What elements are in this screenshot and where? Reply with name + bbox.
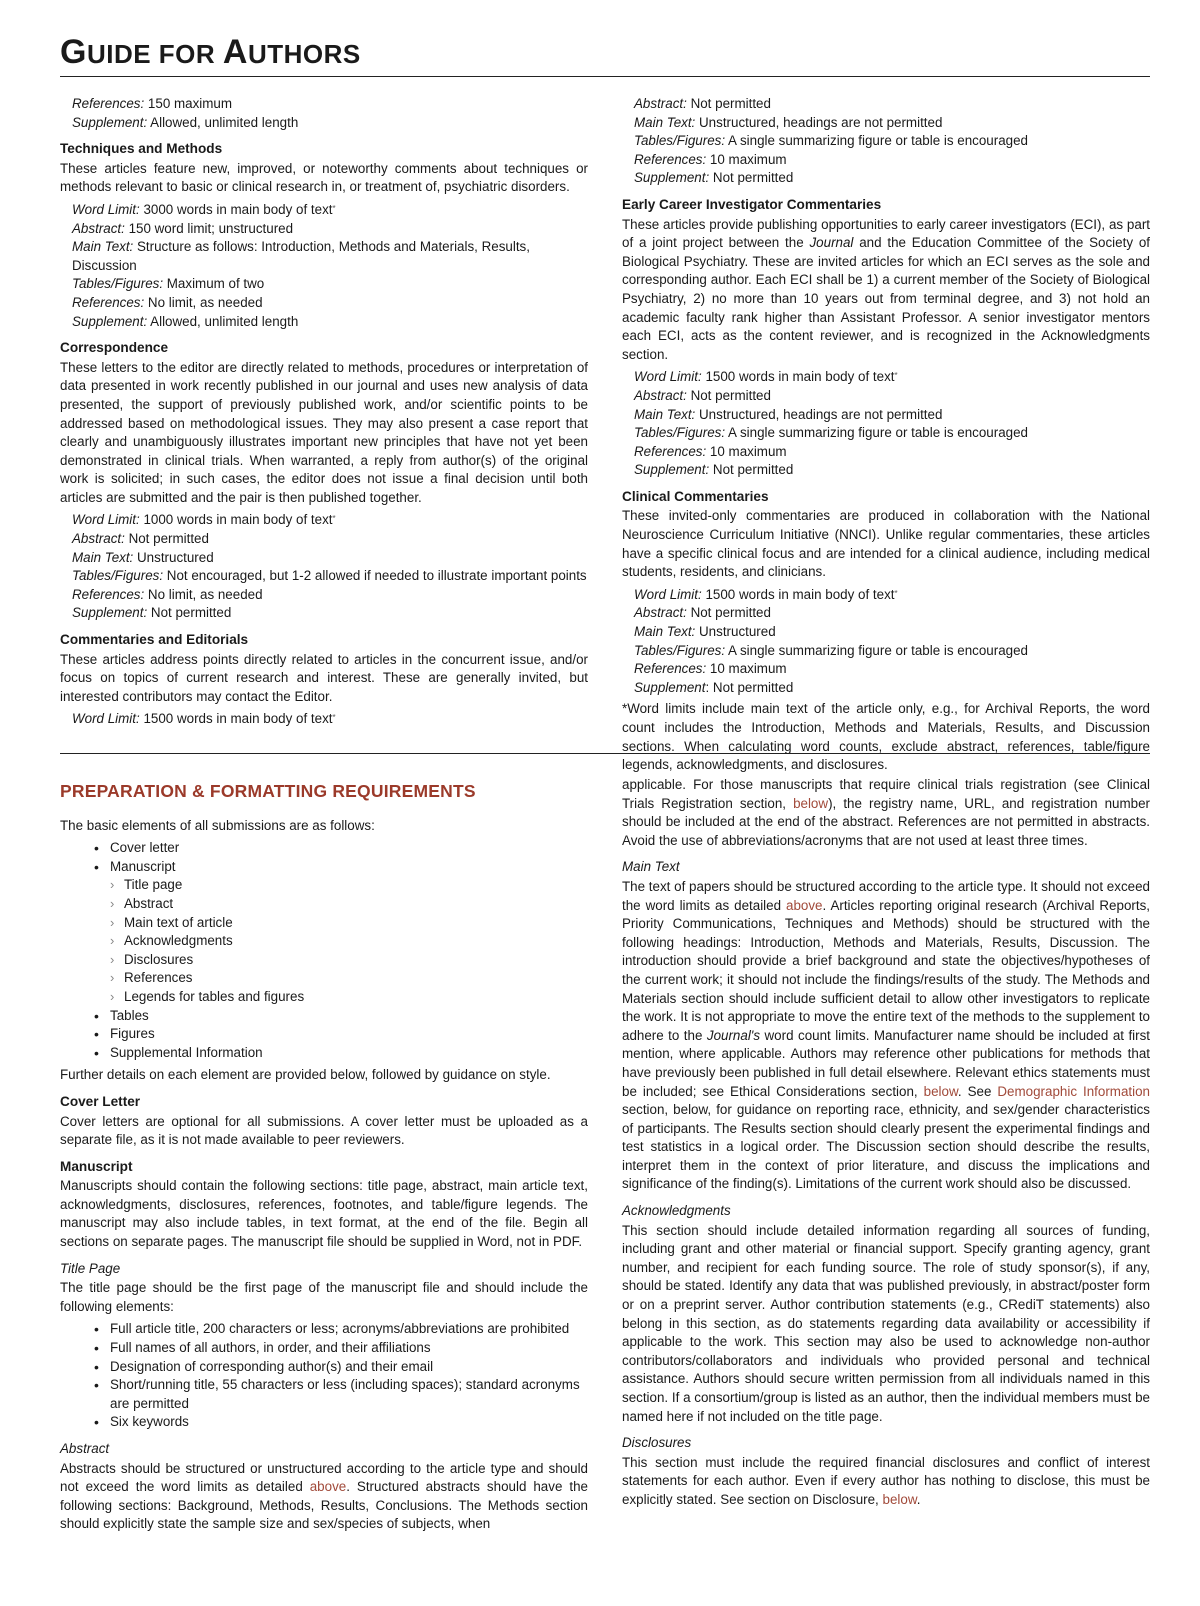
section-title: PREPARATION & FORMATTING REQUIREMENTS bbox=[60, 781, 476, 801]
list-item: • Six keywords bbox=[110, 1413, 588, 1432]
spec-item: Tables/Figures: Maximum of two bbox=[72, 276, 265, 292]
title-page-list bbox=[60, 1320, 588, 1432]
bottom-right-column bbox=[622, 758, 1150, 1534]
section-body: Manuscripts should contain the following sections: title page, abstract, main article text, acknowledgments, disclosures, references, footnotes, and table/figure legends. The manuscript may also include tables, in text format, at the end of the file. Begin all sections on separate pages. The manuscript file should be supplied in Word, not in PDF. bbox=[60, 1178, 588, 1250]
list-item: › Title page bbox=[124, 876, 588, 895]
spec-item: Abstract: Not permitted bbox=[634, 96, 771, 111]
spec-item: Main Text: Unstructured, headings are not permitted bbox=[634, 114, 943, 130]
list-item: • Supplemental Information bbox=[110, 1044, 588, 1063]
page bbox=[60, 30, 1150, 1534]
section-heading: Techniques and Methods bbox=[60, 141, 223, 157]
spec-item: Word Limit: 1000 words in main body of text* bbox=[72, 512, 336, 528]
bottom-left-column bbox=[60, 758, 588, 1534]
subsection-heading: Disclosures bbox=[622, 1435, 692, 1451]
spec-list bbox=[622, 586, 1150, 698]
list-item: • Full names of all authors, in order, and their affiliations bbox=[110, 1339, 588, 1358]
section-body: applicable. For those manuscripts that require clinical trials registration (see Clinical Trials Registration section, below), the registry name, URL, and registration number should be included at the end of the abstract. References are not permitted in abstracts. Avoid the use of abbreviations/acronyms that are not used at least three times. bbox=[622, 777, 1150, 848]
spec-item: Word Limit: 3000 words in main body of text* bbox=[72, 201, 336, 217]
spec-item: References: No limit, as needed bbox=[72, 586, 263, 602]
spec-list bbox=[60, 511, 588, 623]
spec-item: References: 10 maximum bbox=[634, 151, 787, 167]
spec-item: References: 10 maximum bbox=[634, 661, 787, 677]
section-body: Abstracts should be structured or unstructured according to the article type and should not exceed the word limits as detailed above. Structured abstracts should have the following sections: Background, Methods, Results, Conclusions. The Methods section should explicitly state the sample size and sex/species of subjects, when bbox=[60, 1460, 588, 1532]
list-item: • Tables bbox=[110, 1007, 588, 1026]
below-link[interactable]: below bbox=[882, 1491, 917, 1507]
spec-item: Tables/Figures: A single summarizing figure or table is encouraged bbox=[634, 425, 1029, 441]
section-body: These articles provide publishing opportunities to early career investigators (ECI), as part of a joint project between the Journal and the Education Committee of the Society of Biological Psychiatry. These are invited articles for which an ECI serves as the sole and corresponding author. Each ECI shall be 1) a current member of the Society of Biological Psychiatry, 2) no more than 10 years out from terminal degree, and 3) not hold an academic faculty rank higher than Assistant Professor. A senior investigator mentors each ECI, acts as the content reviewer, and is recognized in the Acknowledgments section. bbox=[622, 216, 1150, 362]
spec-item: References: 10 maximum bbox=[634, 443, 787, 459]
list-item: • Short/running title, 55 characters or less (including spaces); standard acronyms are permitted bbox=[110, 1376, 588, 1413]
spec-item: Main Text: Structure as follows: Introduction, Methods and Materials, Results, Discussion bbox=[72, 239, 530, 273]
top-left-column bbox=[60, 91, 588, 753]
spec-item: Supplement: Not permitted bbox=[72, 605, 232, 621]
demographic-information-link[interactable]: Demographic Information bbox=[997, 1083, 1150, 1099]
spec-item: Abstract: 150 word limit; unstructured bbox=[72, 220, 294, 236]
section-heading: Clinical Commentaries bbox=[622, 488, 769, 504]
top-right-column bbox=[622, 91, 1150, 773]
above-link[interactable]: above bbox=[786, 897, 823, 913]
section-body: This section must include the required financial disclosures and conflict of interest statements for each author. Even if every author has nothing to disclose, this must be explicitly stated. See section on Disclosure, below. bbox=[622, 1454, 1150, 1507]
subsection-heading: Abstract bbox=[60, 1441, 110, 1456]
spec-list bbox=[622, 368, 1150, 480]
spec-item: Word Limit: 1500 words in main body of text* bbox=[634, 369, 898, 385]
spec-item: Word Limit: 1500 words in main body of text* bbox=[72, 711, 336, 727]
list-item: › Acknowledgments bbox=[124, 932, 588, 951]
top-section bbox=[60, 91, 1150, 773]
list-item: • Designation of corresponding author(s) and their email bbox=[110, 1358, 588, 1377]
spec-list bbox=[60, 201, 588, 331]
title-rule bbox=[60, 76, 1150, 77]
section-body: This section should include detailed information regarding all sources of funding, including grant and other material or financial support. Specify granting agency, grant number, and recipient for each funding source. The role of study sponsor(s), if any, should be stated. Identify any data that was published previously, in abstract/poster form or on a preprint server. Author contribution statements (e.g., CRediT statements) also belong in this section, as do statements regarding data availability or accessibility if applicable to the work. This section may also be used to acknowledge non-author contributors/collaborators and individuals who provided personal and technical assistance. Authors should secure written permission from all individuals named in this section. If a consortium/group is listed as an author, then the individual members must be named here if not included on the title page. bbox=[622, 1222, 1150, 1424]
section-heading: Commentaries and Editorials bbox=[60, 632, 249, 648]
spec-item: Supplement: Allowed, unlimited length bbox=[72, 313, 299, 329]
bottom-section bbox=[60, 758, 1150, 1534]
list-item: • Figures bbox=[110, 1025, 588, 1044]
manuscript-parts-list bbox=[110, 876, 588, 1006]
spec-item: Tables/Figures: A single summarizing figure or table is encouraged bbox=[634, 133, 1029, 149]
section-body: Cover letters are optional for all submissions. A cover letter must be uploaded as a separate file, as it is not made available to peer reviewers. bbox=[60, 1113, 588, 1148]
spec-item: Main Text: Unstructured bbox=[72, 549, 214, 565]
spec-item: Abstract: Not permitted bbox=[634, 387, 771, 403]
section-body: These articles address points directly related to articles in the concurrent issue, and/or focus on topics of current research and interest. These are generally invited, but interested contributors may contact the Editor. bbox=[60, 651, 588, 704]
subsection-heading: Main Text bbox=[622, 859, 680, 875]
page-title: GUIDE FOR AUTHORS bbox=[60, 33, 361, 71]
intro-text: The basic elements of all submissions are as follows: bbox=[60, 817, 375, 833]
spec-item: Abstract: Not permitted bbox=[72, 531, 209, 547]
section-body: These articles feature new, improved, or noteworthy comments about techniques or methods relevant to basic or clinical research in, or treatment of, psychiatric disorders. bbox=[60, 160, 588, 195]
further-text: Further details on each element are provided below, followed by guidance on style. bbox=[60, 1067, 551, 1083]
spec-item: Main Text: Unstructured bbox=[634, 624, 776, 640]
list-item: › References bbox=[124, 969, 588, 988]
section-heading: Correspondence bbox=[60, 340, 169, 356]
section-body: These invited-only commentaries are produced in collaboration with the National Neuroscience Curriculum Initiative (NNCI). Unlike regular commentaries, these articles have a specific clinical focus and are intended for a clinical audience, including medical students, residents, and clinicians. bbox=[622, 508, 1150, 580]
spec-list bbox=[622, 95, 1150, 188]
spec-list bbox=[60, 710, 588, 729]
spec-item: Supplement: Not permitted bbox=[634, 679, 794, 695]
spec-item: Supplement: Not permitted bbox=[634, 462, 794, 478]
section-body: The text of papers should be structured according to the article type. It should not exceed the word limits as detailed above. Articles reporting original research (Archival Reports, Priority Communications, Techniques and Methods) should be structured with the following headings: Introduction, Methods and Materials, Results, Discussion. The introduction should provide a brief background and state the objectives/hypotheses of the current work; it should not include the findings/results of the study. The Methods and Materials section should include sufficient detail to allow other investigators to replicate the work. It is not appropriate to move the entire text of the methods to the supplement to adhere to the Journal's word count limits. Manufacturer name should be included at first mention, where applicable. Authors may reference other publications for methods that have previously been published in full detail elsewhere. Relevant ethics statements must be included; see Ethical Considerations section, below. See Demographic Information section, below, for guidance on reporting race, ethnicity, and sex/gender characteristics of participants. The Results section should clearly present the experimental findings and test statistics in a logical order. The Discussion section should describe the results, interpret them in the context of prior literature, and discuss the implications and significance of the finding(s). Limitations of the current work should also be discussed. bbox=[622, 878, 1151, 1192]
spec-item: Supplement: Allowed, unlimited length bbox=[72, 114, 299, 130]
elements-list bbox=[60, 839, 588, 1062]
spec-item: References: No limit, as needed bbox=[72, 294, 263, 310]
section-body: The title page should be the first page of the manuscript file and should include the following elements: bbox=[60, 1280, 588, 1314]
list-item: › Legends for tables and figures bbox=[124, 988, 588, 1007]
spec-item: Supplement: Not permitted bbox=[634, 170, 794, 186]
footnote: *Word limits include main text of the article only, e.g., for Archival Reports, the word count includes the Introduction, Methods and Materials, Results, and Discussion sections. When calculating word counts, exclude abstract, references, table/figure legends, acknowledgments, and disclosures. bbox=[622, 701, 1150, 773]
spec-item: Tables/Figures: Not encouraged, but 1-2 allowed if needed to illustrate important points bbox=[72, 568, 587, 584]
list-item: › Main text of article bbox=[124, 914, 588, 933]
list-item: › Disclosures bbox=[124, 951, 588, 970]
section-heading: Cover Letter bbox=[60, 1093, 141, 1109]
below-link[interactable]: below bbox=[923, 1083, 958, 1099]
section-heading: Early Career Investigator Commentaries bbox=[622, 196, 882, 212]
spec-item: Word Limit: 1500 words in main body of text* bbox=[634, 586, 898, 602]
spec-item: Main Text: Unstructured, headings are not permitted bbox=[634, 406, 943, 422]
subsection-heading: Title Page bbox=[60, 1260, 121, 1276]
list-item: • Full article title, 200 characters or less; acronyms/abbreviations are prohibited bbox=[110, 1320, 588, 1339]
spec-item: Abstract: Not permitted bbox=[634, 605, 771, 621]
list-item: • Manuscript › Title page › Abstract › Main text of article › Acknowledgments › Disclosures › References › Legends for tables and figures bbox=[110, 858, 588, 1007]
subsection-heading: Acknowledgments bbox=[622, 1203, 731, 1219]
above-link[interactable]: above bbox=[309, 1479, 347, 1495]
spec-item: Tables/Figures: A single summarizing figure or table is encouraged bbox=[634, 642, 1029, 658]
list-item: • Cover letter bbox=[110, 839, 588, 858]
spec-item: References: 150 maximum bbox=[72, 96, 233, 111]
spec-list bbox=[60, 95, 588, 132]
list-item: › Abstract bbox=[124, 895, 588, 914]
section-body: These letters to the editor are directly related to methods, procedures or interpretation of data presented in work recently published in our journal and uses new analysis of data presented, the support of previously published work, and/or scientific points to be addressed based on methodological issues. They may also present a case report that clearly and unambiguously illustrates important new principles that have not yet been demonstrated in clinical trials. When warranted, a reply from author(s) of the original work is solicited; in such cases, the editor does not issue a final decision until both articles are submitted and the pair is then published together. bbox=[60, 359, 588, 505]
below-link[interactable]: below bbox=[793, 795, 829, 811]
section-heading: Manuscript bbox=[60, 1158, 133, 1174]
